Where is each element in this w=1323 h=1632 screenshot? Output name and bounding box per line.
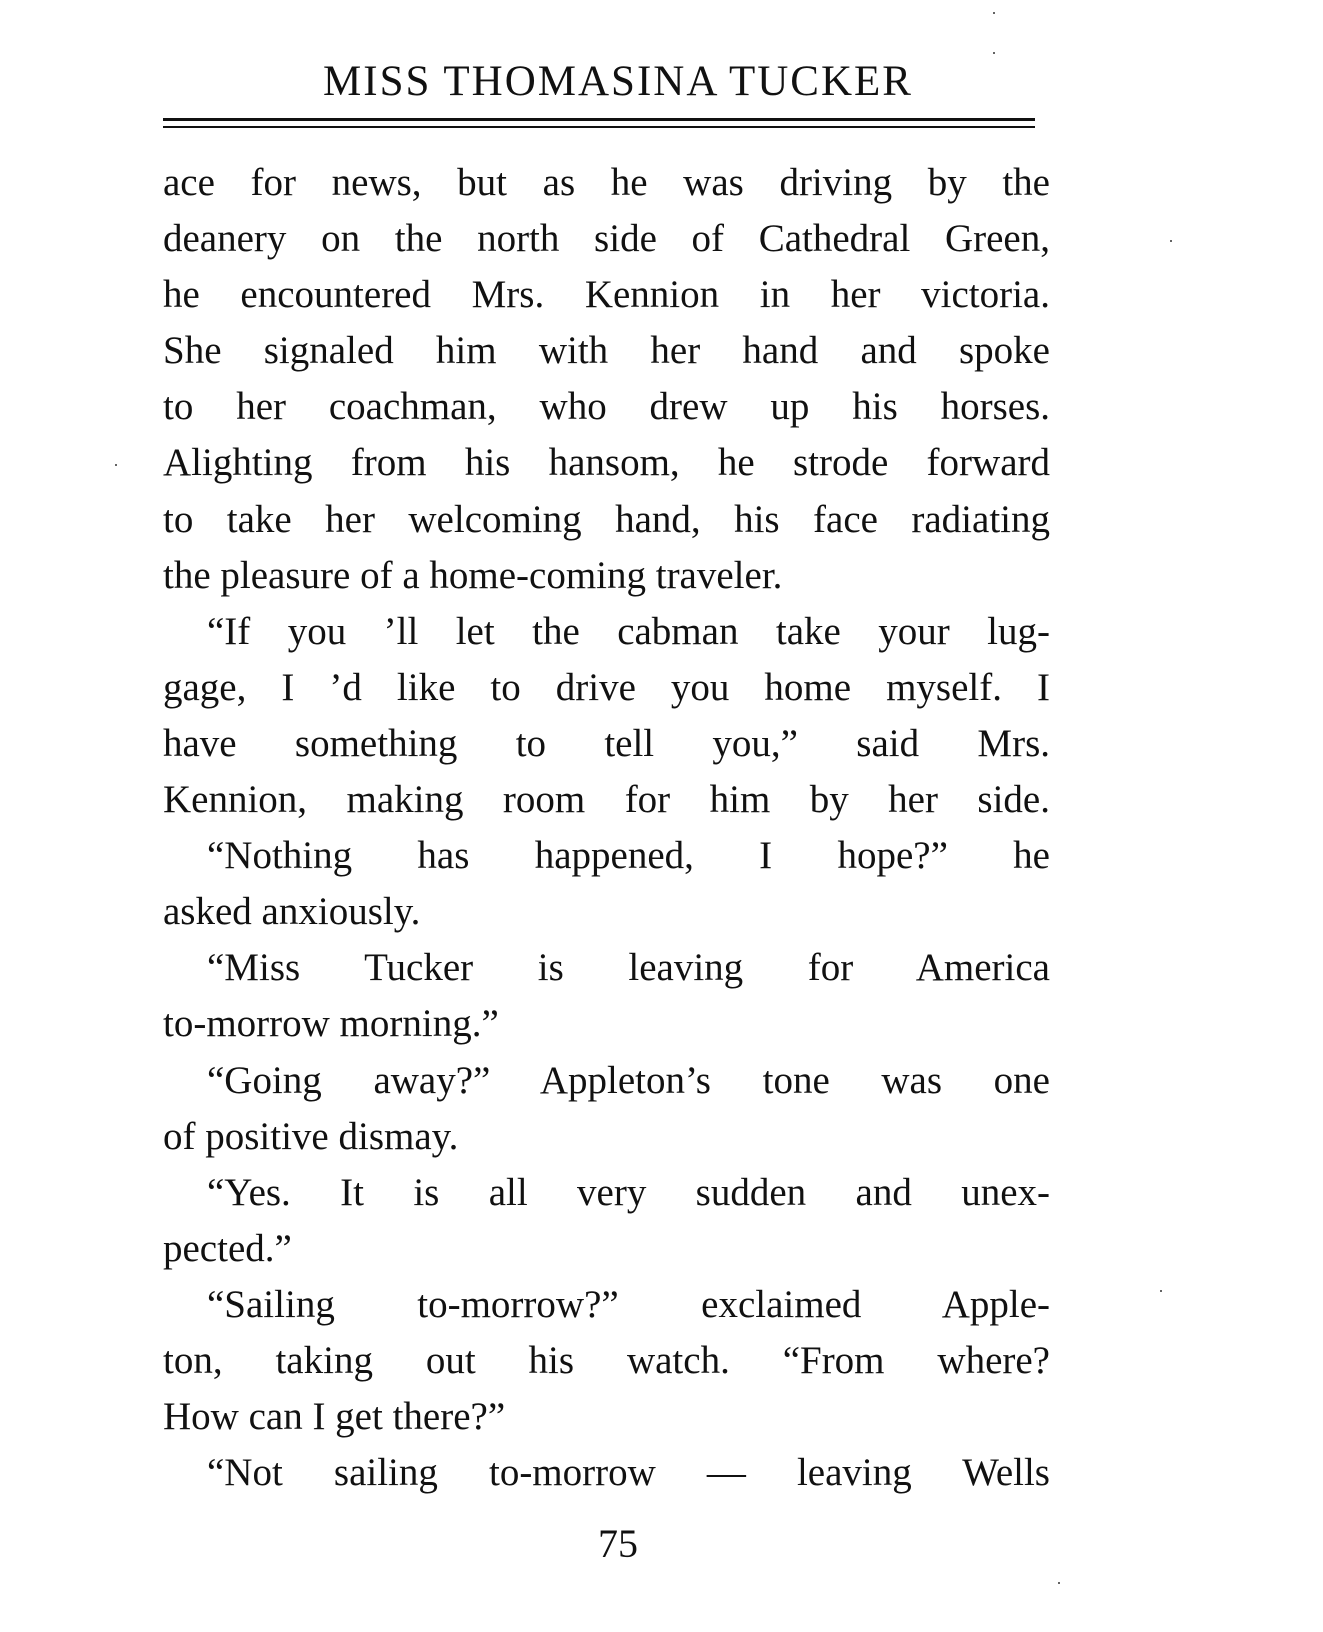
text-line-13: “Nothing has happened, I hope?” he <box>207 834 1050 878</box>
scan-speck <box>1160 1290 1162 1292</box>
text-line-7: to take her welcoming hand, his face radiating <box>163 497 1050 541</box>
text-line-1: ace for news, but as he was driving by the <box>163 161 1050 204</box>
text-line-16: to-morrow morning.” <box>163 1002 499 1046</box>
text-line-22: ton, taking out his watch. “From where? <box>163 1338 1050 1382</box>
text-line-20: pected.” <box>163 1226 292 1270</box>
text-line-4: She signaled him with her hand and spoke <box>163 329 1050 373</box>
scan-speck <box>1170 240 1172 242</box>
header-rule <box>163 118 1035 121</box>
text-line-17: “Going away?” Appleton’s tone was one <box>207 1058 1050 1102</box>
text-line-14: asked anxiously. <box>163 890 421 934</box>
running-head-title: MISS THOMASINA TUCKER <box>323 58 913 105</box>
page-number: 75 <box>598 1521 638 1566</box>
text-line-5: to her coachman, who drew up his horses. <box>163 385 1050 429</box>
text-line-11: have something to tell you,” said Mrs. <box>163 721 1050 765</box>
text-line-8: the pleasure of a home-coming traveler. <box>163 553 783 597</box>
text-line-21: “Sailing to-morrow?” exclaimed Apple- <box>207 1282 1050 1326</box>
text-line-6: Alighting from his hansom, he strode forward <box>163 441 1050 485</box>
scan-speck <box>115 464 117 466</box>
text-line-2: deanery on the north side of Cathedral Green, <box>163 217 1050 261</box>
scan-speck <box>993 12 995 14</box>
text-line-23: How can I get there?” <box>163 1395 506 1439</box>
text-line-18: of positive dismay. <box>163 1114 459 1158</box>
text-line-9: “If you ’ll let the cabman take your lug- <box>207 609 1050 653</box>
header-rule-secondary <box>163 126 1035 128</box>
text-line-15: “Miss Tucker is leaving for America <box>207 946 1050 990</box>
text-line-10: gage, I ’d like to drive you home myself. I <box>163 665 1050 709</box>
text-line-19: “Yes. It is all very sudden and unex- <box>207 1170 1050 1214</box>
text-line-3: he encountered Mrs. Kennion in her victoria. <box>163 273 1050 317</box>
text-line-24: “Not sailing to-morrow — leaving Wells <box>207 1451 1050 1495</box>
scan-speck <box>993 52 995 54</box>
text-line-12: Kennion, making room for him by her side. <box>163 778 1050 822</box>
body-text <box>163 155 1050 1501</box>
scan-speck <box>1058 1582 1060 1584</box>
